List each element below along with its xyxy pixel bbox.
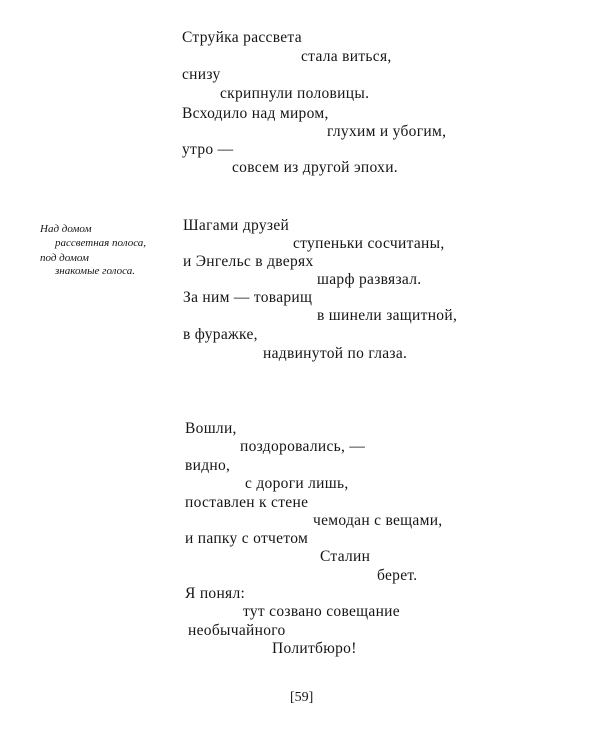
verse-line: и Энгельс в дверях (183, 253, 314, 270)
verse-line: поздоровались, — (240, 438, 366, 455)
verse-line: и папку с отчетом (185, 530, 309, 547)
verse-line: стала виться, (301, 48, 392, 65)
verse-line: За ним — товарищ (183, 289, 313, 306)
verse-line: поставлен к стене (185, 494, 309, 511)
verse-line: в фуражке, (183, 326, 258, 343)
verse-line: Шагами друзей (183, 217, 290, 234)
verse-line: глухим и убогим, (327, 123, 447, 140)
verse-line: в шинели защитной, (317, 307, 458, 324)
verse-line: утро — (182, 141, 234, 158)
verse-line: чемодан с вещами, (313, 512, 443, 529)
note-line: под домом (40, 252, 89, 264)
verse-line: Вошли, (185, 420, 237, 437)
verse-line: снизу (182, 66, 221, 83)
page-number: [59] (290, 690, 314, 705)
verse-line: скрипнули половицы. (220, 85, 370, 102)
verse-line: надвинутой по глаза. (263, 345, 408, 362)
verse-line: Всходило над миром, (182, 105, 329, 122)
note-line: рассветная полоса, (55, 237, 147, 249)
verse-line: совсем из другой эпохи. (232, 159, 398, 176)
verse-line: Сталин (320, 548, 371, 565)
verse-line: видно, (185, 457, 231, 474)
verse-line: Струйка рассвета (182, 29, 302, 46)
verse-line: Политбюро! (272, 640, 357, 657)
verse-line: с дороги лишь, (245, 475, 349, 492)
note-line: Над домом (40, 223, 92, 235)
verse-line: шарф развязал. (317, 271, 422, 288)
verse-line: тут созвано совещание (243, 603, 400, 620)
verse-line: ступеньки сосчитаны, (293, 235, 445, 252)
note-line: знакомые голоса. (55, 265, 135, 277)
verse-line: Я понял: (185, 585, 246, 602)
verse-line: необычайного (188, 622, 286, 639)
verse-line: берет. (377, 567, 418, 584)
